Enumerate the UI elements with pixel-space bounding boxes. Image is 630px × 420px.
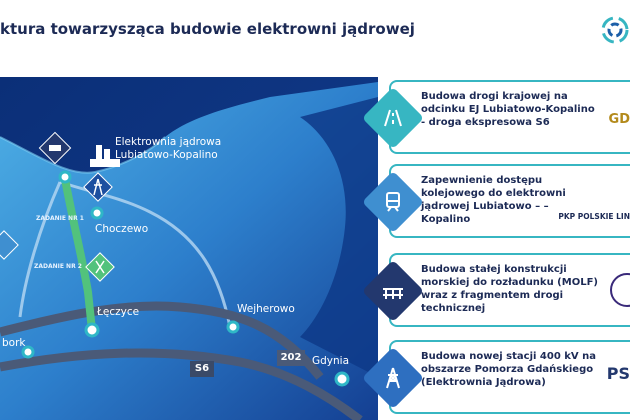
plant-label: Elektrownia jądrowa Lubiatowo-Kopalino <box>115 136 222 161</box>
pse-logo: PS <box>606 364 630 383</box>
town-wejherowo: Wejherowo <box>237 303 295 315</box>
info-card-molf <box>389 253 630 327</box>
road-badge-202: 202 <box>277 350 305 366</box>
town-gdynia: Gdynia <box>312 355 350 367</box>
info-card-road <box>389 80 630 154</box>
map-area <box>0 77 378 420</box>
card-text-substation: Budowa nowej stacji 400 kV na obszarze Pomorza Gdańskiego (Elektrownia Jądrowa) <box>421 351 596 388</box>
gddkia-logo: GD <box>608 112 630 127</box>
road-badge-s6: S6 <box>190 361 214 377</box>
circle-logo-icon <box>610 273 630 307</box>
card-text-road: Budowa drogi krajowej na odcinku EJ Lubiatowo-Kopalino - droga ekspresowa S6 <box>421 91 595 128</box>
info-card-substation <box>389 340 630 414</box>
town-leczyce: Łęczyce <box>97 306 140 318</box>
town-bork: bork <box>2 337 26 349</box>
section-2-label: ZADANIE NR 2 <box>34 263 82 270</box>
company-logo-icon <box>600 12 630 48</box>
page-title: ktura towarzysząca budowie elektrowni jądrowej <box>0 20 415 38</box>
pkp-logo: PKP POLSKIE LIN <box>558 212 630 221</box>
section-1-label: ZADANIE NR 1 <box>36 215 84 222</box>
card-text-molf: Budowa stałej konstrukcji morskiej do rozładunku (MOLF) wraz z fragmentem drogi technicznej <box>421 264 598 314</box>
card-text-rail: Zapewnienie dostępu kolejowego do elektrowni jądrowej Lubiatowo – – Kopalino <box>421 175 566 225</box>
town-choczewo: Choczewo <box>95 223 149 235</box>
info-card-rail <box>389 164 630 238</box>
